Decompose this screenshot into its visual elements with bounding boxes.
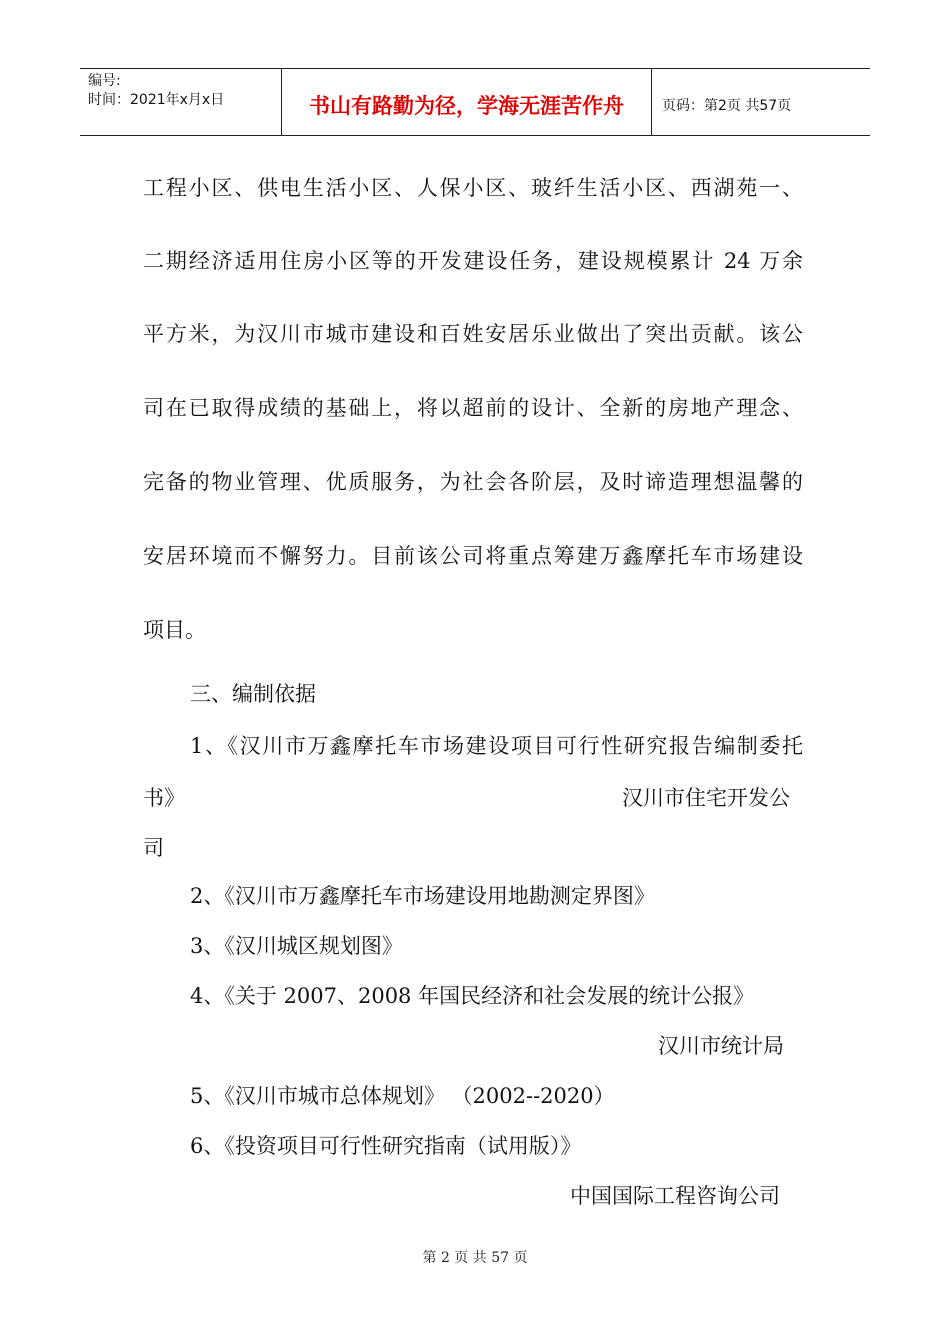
reference-item-2: 2、《汉川市万鑫摩托车市场建设用地勘测定界图》 [190, 884, 655, 908]
body-line: 二期经济适用住房小区等的开发建设任务，建设规模累计 24 万余 [143, 249, 803, 273]
page-footer: 第 2 页 共 57 页 [422, 1250, 528, 1266]
reference-item-4-source: 汉川市统计局 [658, 1034, 784, 1058]
body-line: 项目。 [143, 618, 206, 642]
body-line: 工程小区、供电生活小区、人保小区、玻纤生活小区、西湖苑一、 [143, 176, 803, 200]
reference-item-4: 4、《关于 2007、2008 年国民经济和社会发展的统计公报》 [190, 984, 755, 1008]
header-meta [80, 69, 282, 135]
header-page-info: 页码：第2页 共57页 [662, 98, 792, 114]
reference-item-5: 5、《汉川市城市总体规划》 （2002--2020） [190, 1084, 615, 1108]
body-line: 完备的物业管理、优质服务，为社会各阶层，及时谛造理想温馨的 [143, 470, 803, 494]
reference-item-6: 6、《投资项目可行性研究指南（试用版）》 [190, 1134, 582, 1158]
time-label: 时间：2021年x月x日 [88, 92, 225, 108]
reference-item-1: 1、《汉川市万鑫摩托车市场建设项目可行性研究报告编制委托 [190, 734, 803, 758]
reference-item-6-source: 中国国际工程咨询公司 [570, 1184, 780, 1208]
body-line: 安居环境而不懈努力。目前该公司将重点筹建万鑫摩托车市场建设 [143, 544, 803, 568]
body-line: 平方米，为汉川市城市建设和百姓安居乐业做出了突出贡献。该公 [143, 322, 803, 346]
reference-item-1-cont: 书》 [143, 786, 185, 810]
reference-item-3: 3、《汉川城区规划图》 [190, 934, 403, 958]
document-header [80, 68, 870, 136]
reference-item-1-source: 汉川市住宅开发公 [622, 786, 790, 810]
section-heading: 三、编制依据 [190, 682, 316, 706]
serial-label: 编号: [88, 73, 121, 89]
reference-item-1-source-cont: 司 [143, 836, 164, 860]
body-line: 司在已取得成绩的基础上，将以超前的设计、全新的房地产理念、 [143, 396, 803, 420]
header-motto: 书山有路勤为径，学海无涯苦作舟 [282, 69, 652, 135]
